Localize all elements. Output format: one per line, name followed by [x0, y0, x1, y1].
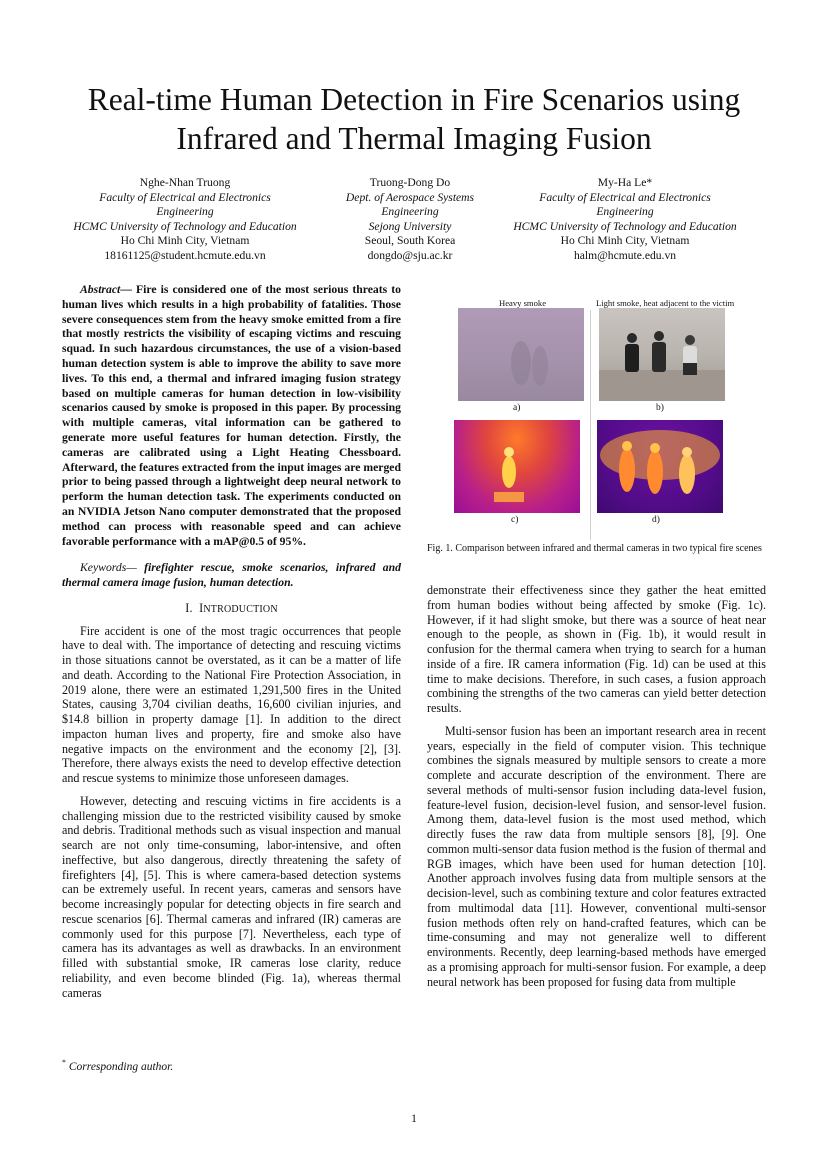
right-column	[427, 583, 766, 989]
section-heading-introduction	[62, 601, 401, 618]
author-department: Faculty of Electrical and Electronics	[99, 190, 271, 204]
author-city: Ho Chi Minh City, Vietnam	[560, 234, 690, 248]
abstract-text: — Fire is considered one of the most serious threats to human lives which results in a high probability of fatalities. Those severe consequences stem from the heavy smoke emitted from a fire that mostly restricts the visibility of escaping victims and rescuing squad. In such hazardous circumstances, the use of a vision-based human detection system is able to improve the ability to save more lives. To this end, a thermal and infrared imaging fusion strategy based on multiple cameras for human detection in low-visibility scenarios caused by smoke is proposed in this paper. By processing with multiple cameras, vital information can be gathered to generate more useful features for human detection. Firstly, the cameras are calibrated using a Light Heating Chessboard. Afterward, the features extracted from the input images are merged prior to being passed through a lightweight deep neural network to perform the human detection task. The experiments conducted on an NVIDIA Jetson Nano computer demonstrated that the proposed method can process with reasonable speed and can achieve favorable performance with a mAP@0.5 of 95%.	[62, 283, 401, 548]
author-city: Ho Chi Minh City, Vietnam	[120, 234, 250, 248]
figure-panel-thermal-heavy-smoke	[454, 420, 580, 513]
author-name: Truong-Dong Do	[369, 176, 451, 189]
left-column	[62, 283, 401, 1000]
section-title-first-letter: I	[199, 600, 204, 615]
author-department-cont: Engineering	[381, 205, 439, 219]
footnote	[62, 1058, 173, 1073]
author-department: Faculty of Electrical and Electronics	[539, 190, 711, 204]
footnote-text: Corresponding author.	[68, 1060, 174, 1073]
author-university: Sejong University	[368, 219, 452, 233]
paragraph: However, detecting and rescuing victims in fire accidents is a challenging mission due to the restricted visibility caused by smoke and debris. Traditional methods such as visual inspection and manual search are not only time-consuming, labor-intensive, and often ineffective, but also dangerous, directly threatening the safety of firefighters [4], [5]. This is where camera-based detection systems can be extremely useful. In recent years, cameras and sensors have become increasingly popular for detecting objects in fire search and rescue scenarios [6]. Thermal cameras and infrared (IR) cameras are commonly used for this purpose [7]. Nevertheless, each type of camera has its advantages as well as drawbacks. In an environment filled with substantial smoke, IR cameras lose clarity, reduce reliability, and even become blinded (Fig. 1a), whereas thermal cameras	[62, 793, 401, 1000]
thermal-person-illustration	[454, 420, 580, 513]
paragraph: demonstrate their effectiveness since they gather the heat emitted from human bodies without being affected by smoke (Fig. 1c). However, if it had slight smoke, but there was a source of heat near enough to the people, as shown in (Fig. 1b), it would result in confusion for the thermal camera when trying to search for a human inside of a fire. IR camera information (Fig. 1d) can be used at this time to make decisions. Therefore, in such cases, a fusion approach combining the strengths of the two cameras can yield better detection results.	[427, 583, 766, 715]
title-line-2: Infrared and Thermal Imaging Fusion	[176, 121, 652, 156]
figure-divider	[590, 310, 591, 540]
author-department-cont: Engineering	[156, 205, 214, 219]
abstract-lead: Abstract	[80, 283, 121, 296]
paper-title	[40, 80, 788, 158]
figure-label-light-smoke: Light smoke, heat adjacent to the victim	[596, 298, 735, 308]
author-department-cont: Engineering	[596, 205, 654, 219]
figure-panel-thermal-light-smoke	[597, 420, 723, 513]
figure-sublabel-b: b)	[656, 403, 664, 413]
people-silhouettes-illustration	[599, 308, 725, 401]
smoke-figures-illustration	[458, 308, 584, 401]
author-1	[60, 176, 310, 264]
author-2	[325, 176, 495, 264]
author-city: Seoul, South Korea	[364, 234, 456, 248]
figure-sublabel-a: a)	[513, 403, 521, 413]
section-numeral: I.	[185, 600, 193, 615]
author-email[interactable]: 18161125@student.hcmute.edu.vn	[104, 248, 266, 262]
figure-1	[427, 290, 766, 575]
figure-panel-infrared-light-smoke	[599, 308, 725, 401]
author-name: My-Ha Le*	[597, 176, 653, 189]
keywords-text: firefighter rescue, smoke scenarios, infrared and thermal camera image fusion, human detection.	[62, 561, 401, 590]
figure-sublabel-d: d)	[652, 515, 660, 525]
author-email[interactable]: halm@hcmute.edu.vn	[573, 248, 677, 262]
author-university: HCMC University of Technology and Education	[513, 219, 737, 233]
thermal-people-illustration	[597, 420, 723, 513]
keywords	[62, 561, 401, 591]
abstract	[62, 283, 401, 549]
footnote-mark: *	[62, 1058, 66, 1067]
author-email[interactable]: dongdo@sju.ac.kr	[367, 248, 453, 262]
section-title-rest: NTRODUCTION	[203, 603, 278, 615]
title-line-1: Real-time Human Detection in Fire Scenarios using	[87, 82, 741, 117]
paragraph: Fire accident is one of the most tragic occurrences that people have to deal with. The importance of detecting and rescuing victims in those situations cannot be overstated, as it can be a matter of life and death. According to the National Fire Protection Association, in 2019 alone, there were an estimated 1,291,500 fires in the United States, causing 3,704 civilian deaths, 16,600 civilian injuries, and $14.8 billion in property damage [1]. In addition to the direct impacton human lives and property, fire and smoke also have negative impacts on the environment and the economy [2], [3]. Therefore, there always exists the need to develop effective detection and rescue systems to minimize those unforeseen damages.	[62, 623, 401, 786]
figure-label-heavy-smoke: Heavy smoke	[499, 298, 547, 308]
author-university: HCMC University of Technology and Education	[73, 219, 297, 233]
paragraph: Multi-sensor fusion has been an important research area in recent years, especially in the field of computer vision. This technique combines the signals measured by multiple sensors to create a more complete and accurate description of the environment. There are several methods of multi-sensor fusion including data-level fusion, feature-level fusion, decision-level fusion, and sensor-level fusion. Among them, data-level fusion is the most used method, which directly fuses the raw data from multiple sensors [8], [9]. One common multi-sensor data fusion method is the fusion of thermal and RGB images, which have been used for human detection [10]. Another approach involves fusing data from multiple sensors at the decision-level, such as combining texture and color features extracted from multimodal data [11]. However, conventional multi-sensor fusion methods often rely on hand-crafted features, which can be time-consuming and may not generalize well to different environments. Recently, deep learning-based methods have emerged as a promising approach for multi-sensor fusion. For example, a deep neural network has been proposed for fusing data from multiple	[427, 723, 766, 989]
author-department: Dept. of Aerospace Systems	[345, 190, 475, 204]
figure-sublabel-c: c)	[511, 515, 519, 525]
figure-caption: Fig. 1. Comparison between infrared and thermal cameras in two typical fire scenes	[427, 543, 762, 554]
author-block	[60, 176, 770, 266]
author-name: Nghe-Nhan Truong	[139, 176, 231, 189]
figure-panel-infrared-heavy-smoke	[458, 308, 584, 401]
author-3	[500, 176, 750, 264]
page-number: 1	[411, 1113, 417, 1125]
keywords-lead: Keywords—	[80, 561, 137, 575]
